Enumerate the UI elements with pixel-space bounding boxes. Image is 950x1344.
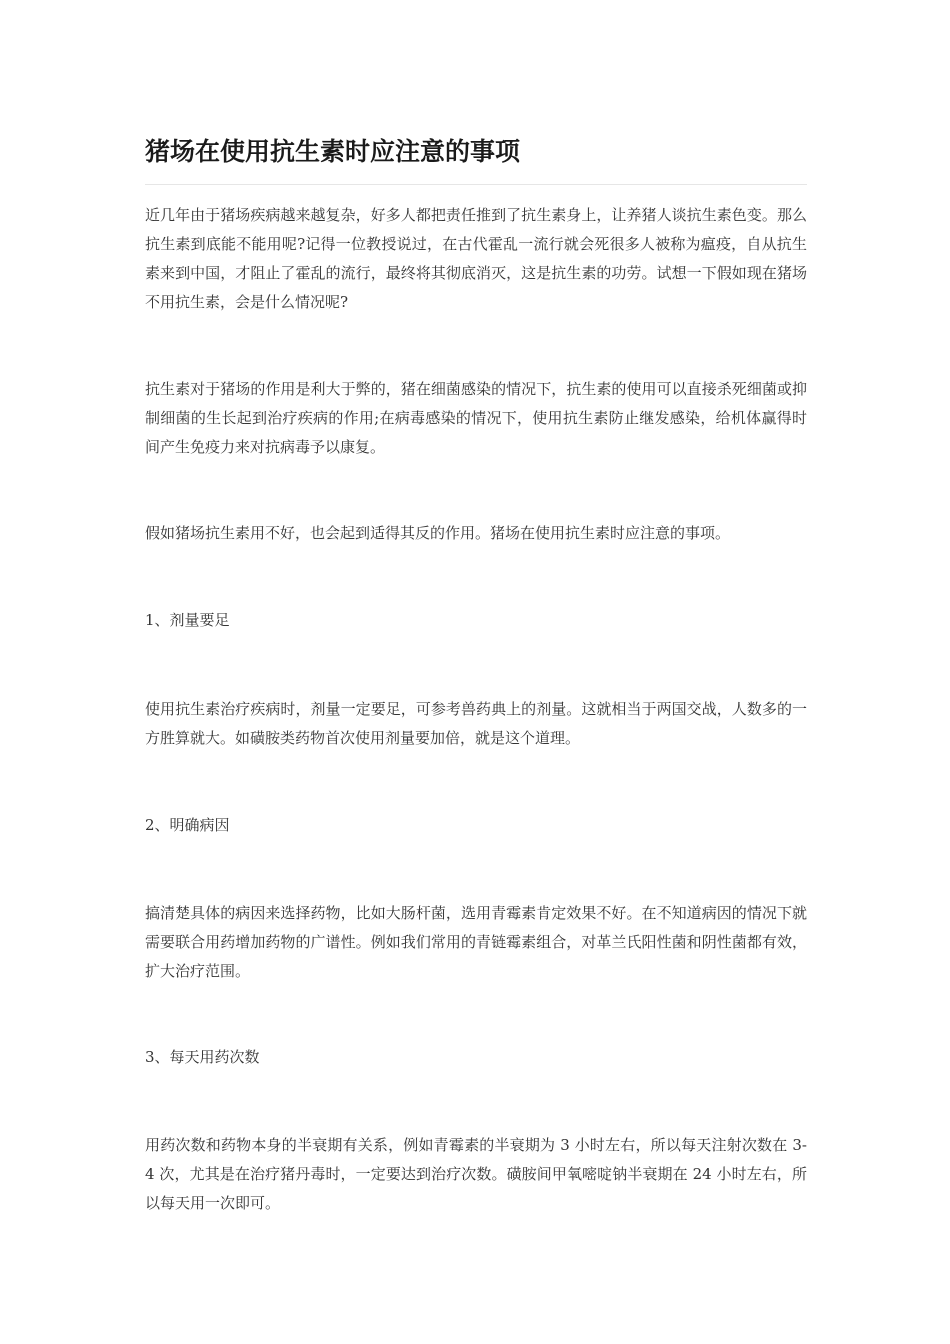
section-heading-cause: 2、明确病因 <box>145 816 230 834</box>
dose-paragraph: 使用抗生素治疗疾病时，剂量一定要足，可参考兽药典上的剂量。这就相当于两国交战，人数多的一方胜算就大。如磺胺类药物首次使用剂量要加倍，就是这个道理。 <box>145 700 807 747</box>
section-heading-dose: 1、剂量要足 <box>145 611 230 629</box>
page-title: 猪场在使用抗生素时应注意的事项 <box>145 137 521 166</box>
benefit-paragraph: 抗生素对于猪场的作用是利大于弊的，猪在细菌感染的情况下，抗生素的使用可以直接杀死细菌或抑制细菌的生长起到治疗疾病的作用;在病毒感染的情况下，使用抗生素防止继发感染，给机体赢得时间产生免疫力来对抗病毒予以康复。 <box>145 380 807 456</box>
intro-paragraph: 近几年由于猪场疾病越来越复杂，好多人都把责任推到了抗生素身上，让养猪人谈抗生素色变。那么抗生素到底能不能用呢?记得一位教授说过，在古代霍乱一流行就会死很多人被称为瘟疫，自从抗生素来到中国，才阻止了霍乱的流行，最终将其彻底消灭，这是抗生素的功劳。试想一下假如现在猪场不用抗生素，会是什么情况呢? <box>145 206 807 311</box>
section-heading-frequency: 3、每天用药次数 <box>145 1048 260 1066</box>
cause-paragraph: 搞清楚具体的病因来选择药物，比如大肠杆菌，选用青霉素肯定效果不好。在不知道病因的情况下就需要联合用药增加药物的广谱性。例如我们常用的青链霉素组合，对革兰氏阳性菌和阴性菌都有效，扩大治疗范围。 <box>145 904 807 980</box>
warning-paragraph: 假如猪场抗生素用不好，也会起到适得其反的作用。猪场在使用抗生素时应注意的事项。 <box>145 524 731 542</box>
title-divider <box>145 184 807 185</box>
frequency-paragraph: 用药次数和药物本身的半衰期有关系，例如青霉素的半衰期为 3 小时左右，所以每天注射次数在 3-4 次，尤其是在治疗猪丹毒时，一定要达到治疗次数。磺胺间甲氧嘧啶钠半衰期在 24 小时左右，所以每天用一次即可。 <box>145 1136 807 1212</box>
